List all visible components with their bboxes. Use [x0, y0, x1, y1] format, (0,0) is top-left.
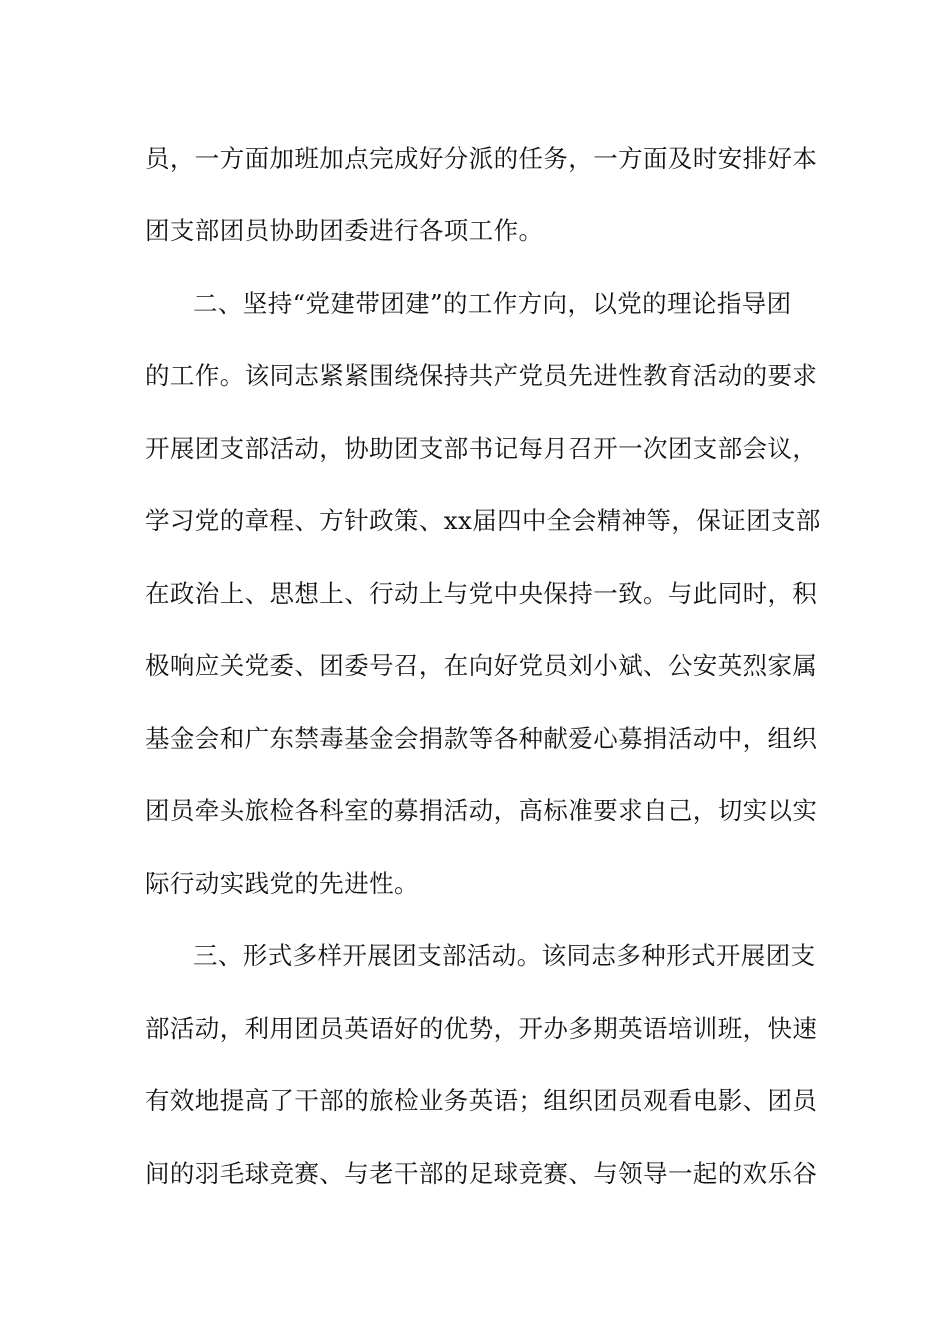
paragraph-start-line: 二、坚持“党建带团建”的工作方向，以党的理论指导团	[193, 289, 792, 318]
text-line: 有效地提高了干部的旅检业务英语；组织团员观看电影、团员	[145, 1086, 818, 1115]
text-line: 基金会和广东禁毒基金会捐款等各种献爱心募捐活动中，组织	[145, 724, 818, 753]
text-line: 在政治上、思想上、行动上与党中央保持一致。与此同时，积	[145, 579, 818, 608]
text-line: 员，一方面加班加点完成好分派的任务，一方面及时安排好本	[145, 144, 818, 173]
text-line: 团支部团员协助团委进行各项工作。	[145, 216, 544, 245]
paragraph-start-line: 三、形式多样开展团支部活动。该同志多种形式开展团支	[193, 941, 816, 970]
text-line: 团员牵头旅检各科室的募捐活动，高标准要求自己，切实以实	[145, 796, 818, 825]
text-line: 学习党的章程、方针政策、xx届四中全会精神等，保证团支部	[145, 506, 821, 535]
text-line: 际行动实践党的先进性。	[145, 869, 419, 898]
text-line: 部活动，利用团员英语好的优势，开办多期英语培训班，快速	[145, 1014, 818, 1043]
text-line: 极响应关党委、团委号召，在向好党员刘小斌、公安英烈家属	[145, 651, 818, 680]
text-line: 开展团支部活动，协助团支部书记每月召开一次团支部会议，	[145, 434, 818, 463]
text-line: 间的羽毛球竞赛、与老干部的足球竞赛、与领导一起的欢乐谷	[145, 1159, 818, 1188]
text-line: 的工作。该同志紧紧围绕保持共产党员先进性教育活动的要求	[145, 361, 818, 390]
